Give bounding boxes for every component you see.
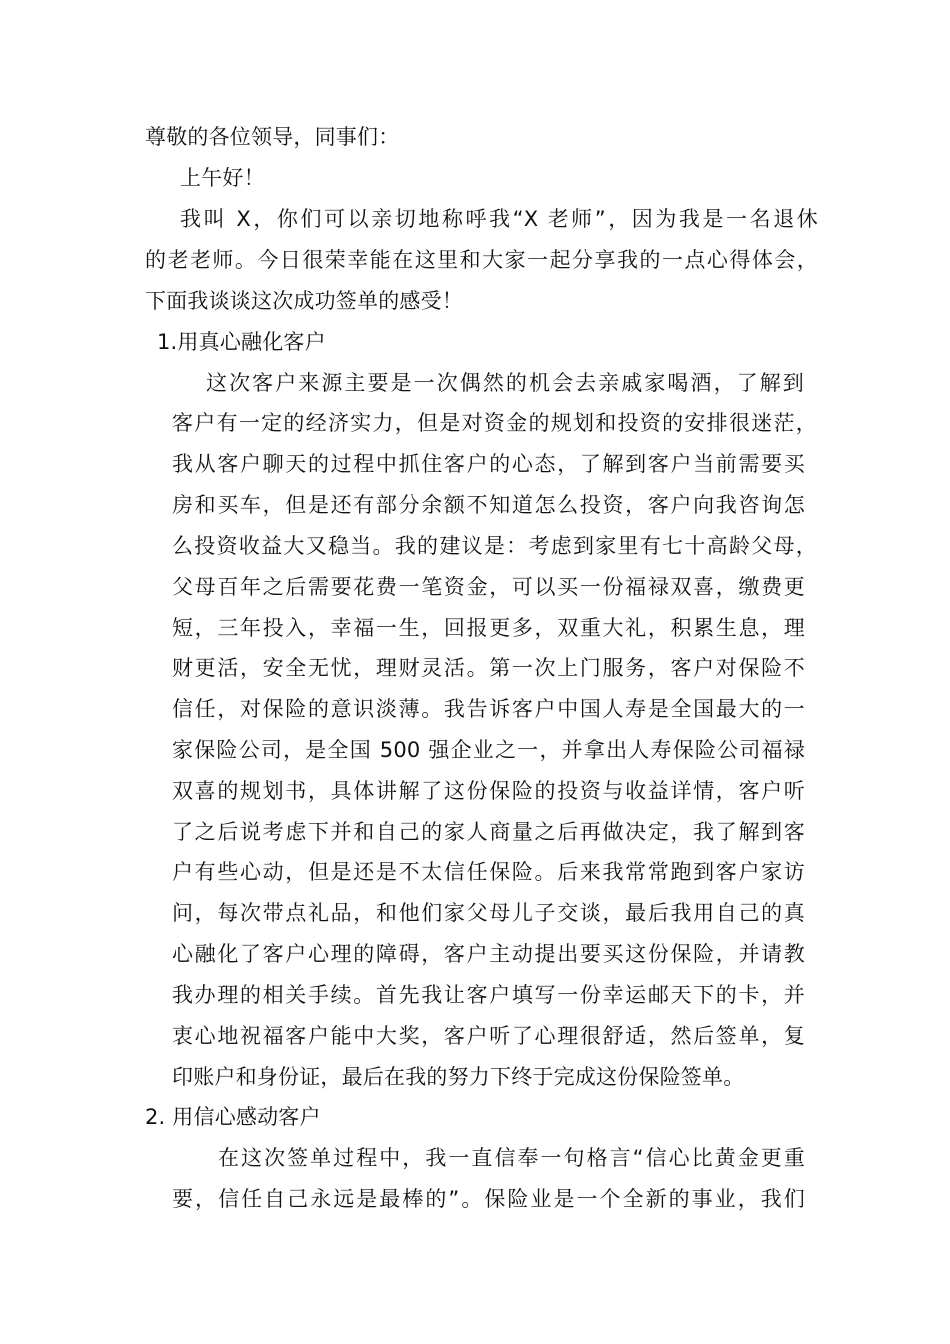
paragraph-line: 短，三年投入，幸福一生，回报更多，双重大礼，积累生息，理 [172, 616, 805, 640]
intro-line: 我叫 X，你们可以亲切地称呼我“X 老师”，因为我是一名退休 [180, 207, 818, 231]
salutation: 上午好！ [180, 166, 265, 190]
paragraph-line: 财更活，安全无忧，理财灵活。第一次上门服务，客户对保险不 [172, 656, 805, 680]
intro-line: 下面我谈谈这次成功签单的感受！ [145, 289, 463, 313]
paragraph-line: 印账户和身份证，最后在我的努力下终于完成这份保险签单。 [172, 1065, 745, 1089]
paragraph-line: 信任，对保险的意识淡薄。我告诉客户中国人寿是全国最大的一 [172, 697, 805, 721]
paragraph-line: 这次客户来源主要是一次偶然的机会去亲戚家喝酒，了解到 [206, 371, 804, 395]
paragraph-line: 么投资收益大又稳当。我的建议是：考虑到家里有七十高龄父母， [172, 534, 817, 558]
intro-line: 的老老师。今日很荣幸能在这里和大家一起分享我的一点心得体会， [145, 248, 818, 272]
greeting: 尊敬的各位领导，同事们： [145, 125, 400, 149]
paragraph-line: 父母百年之后需要花费一笔资金，可以买一份福禄双喜，缴费更 [172, 575, 805, 599]
paragraph-line: 问，每次带点礼品，和他们家父母儿子交谈，最后我用自己的真 [172, 901, 805, 925]
paragraph-line: 衷心地祝福客户能中大奖，客户听了心理很舒适，然后签单，复 [172, 1024, 805, 1048]
paragraph-line: 房和买车，但是还有部分余额不知道怎么投资，客户向我咨询怎 [172, 493, 805, 517]
paragraph-line: 我从客户聊天的过程中抓住客户的心态，了解到客户当前需要买 [172, 452, 805, 476]
paragraph-line: 户有些心动，但是还是不太信任保险。后来我常常跑到客户家访 [172, 860, 805, 884]
section-heading: 1.用真心融化客户 [157, 330, 326, 354]
section-heading: 2. 用信心感动客户 [145, 1105, 321, 1129]
paragraph-line: 双喜的规划书，具体讲解了这份保险的投资与收益详情，客户听 [172, 779, 805, 803]
paragraph-line: 在这次签单过程中，我一直信奉一句格言“信心比黄金更重 [218, 1146, 805, 1170]
paragraph-line: 客户有一定的经济实力，但是对资金的规划和投资的安排很迷茫， [172, 411, 817, 435]
paragraph-line: 心融化了客户心理的障碍，客户主动提出要买这份保险，并请教 [172, 942, 805, 966]
paragraph-line: 我办理的相关手续。首先我让客户填写一份幸运邮天下的卡，并 [172, 983, 805, 1007]
paragraph-line: 家保险公司，是全国 500 强企业之一，并拿出人寿保险公司福禄 [172, 738, 805, 762]
paragraph-line: 要，信任自己永远是最棒的”。保险业是一个全新的事业，我们 [172, 1187, 805, 1211]
paragraph-line: 了之后说考虑下并和自己的家人商量之后再做决定，我了解到客 [172, 820, 805, 844]
